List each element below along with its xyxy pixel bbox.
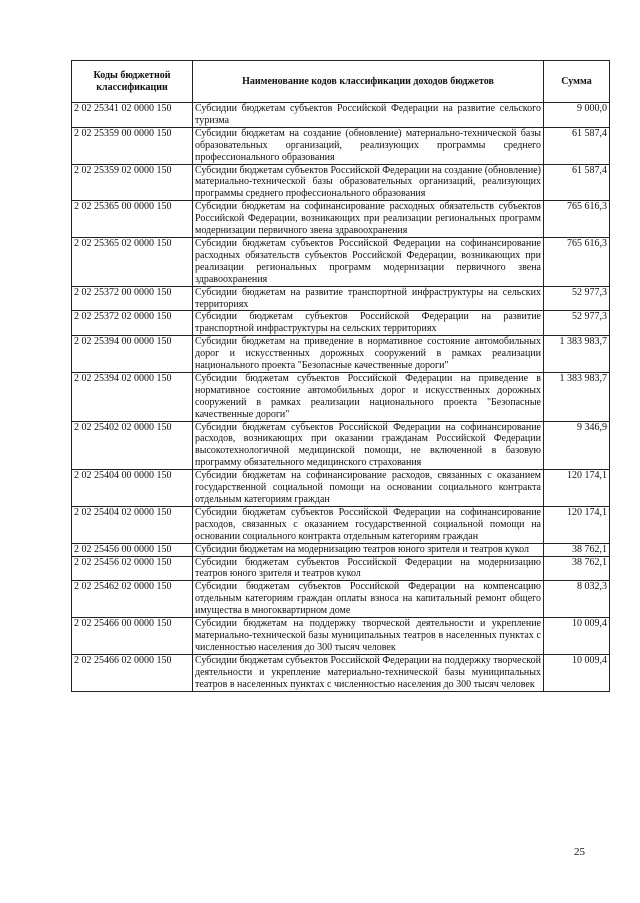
row-code: 2 02 25456 00 0000 150 xyxy=(72,543,193,556)
row-name: Субсидии бюджетам на приведение в нормативное состояние автомобильных дорог и искусственных дорожных сооружений в рамках реализации национального проекта "Безопасные качественные дороги" xyxy=(193,336,544,373)
table-row xyxy=(72,421,610,470)
row-name: Субсидии бюджетам на модернизацию театров юного зрителя и театров кукол xyxy=(193,543,544,556)
row-sum: 9 000,0 xyxy=(544,103,610,128)
table-row xyxy=(72,543,610,556)
row-code: 2 02 25372 00 0000 150 xyxy=(72,286,193,311)
table-row xyxy=(72,336,610,373)
row-name: Субсидии бюджетам субъектов Российской Федерации на софинансирование расходов, возникающих при оказании гражданам Российской Федерации высокотехнологичной медицинской помощи, не включенной в базовую программу обязательного медицинского страхования xyxy=(193,421,544,470)
row-sum: 765 616,3 xyxy=(544,237,610,286)
row-name: Субсидии бюджетам субъектов Российской Федерации на софинансирование расходов, связанных с оказанием государственной социальной помощи на основании социального контракта отдельным категориям граждан xyxy=(193,506,544,543)
table-row xyxy=(72,654,610,691)
row-code: 2 02 25359 00 0000 150 xyxy=(72,127,193,164)
row-name: Субсидии бюджетам на софинансирование расходов, связанных с оказанием государственной социальной помощи на основании социального контракта отдельным категориям граждан xyxy=(193,470,544,507)
row-sum: 10 009,4 xyxy=(544,618,610,655)
row-code: 2 02 25365 02 0000 150 xyxy=(72,237,193,286)
table-row xyxy=(72,286,610,311)
row-code: 2 02 25462 02 0000 150 xyxy=(72,581,193,618)
row-name: Субсидии бюджетам на поддержку творческой деятельности и укрепление материально-технической базы муниципальных театров в населенных пунктах с численностью населения до 300 тысяч человек xyxy=(193,618,544,655)
row-sum: 52 977,3 xyxy=(544,286,610,311)
row-name: Субсидии бюджетам субъектов Российской Федерации на компенсацию отдельным категориям граждан оплаты взноса на капитальный ремонт общего имущества в многоквартирном доме xyxy=(193,581,544,618)
row-sum: 52 977,3 xyxy=(544,311,610,336)
row-code: 2 02 25466 00 0000 150 xyxy=(72,618,193,655)
header-name: Наименование кодов классификации доходов бюджетов xyxy=(193,61,544,103)
row-sum: 10 009,4 xyxy=(544,654,610,691)
table-row xyxy=(72,506,610,543)
row-sum: 38 762,1 xyxy=(544,543,610,556)
table-header-row xyxy=(72,61,610,103)
row-sum: 1 383 983,7 xyxy=(544,372,610,421)
row-name: Субсидии бюджетам субъектов Российской Федерации на создание (обновление) материально-технической базы образовательных организаций, реализующих программы среднего профессионального образования xyxy=(193,164,544,201)
table-row xyxy=(72,556,610,581)
row-code: 2 02 25404 02 0000 150 xyxy=(72,506,193,543)
row-code: 2 02 25394 00 0000 150 xyxy=(72,336,193,373)
table-row xyxy=(72,103,610,128)
table-row xyxy=(72,127,610,164)
row-sum: 1 383 983,7 xyxy=(544,336,610,373)
header-code: Коды бюджетной классификации xyxy=(72,61,193,103)
table-row xyxy=(72,372,610,421)
row-code: 2 02 25359 02 0000 150 xyxy=(72,164,193,201)
row-code: 2 02 25365 00 0000 150 xyxy=(72,201,193,238)
row-sum: 8 032,3 xyxy=(544,581,610,618)
table-row xyxy=(72,618,610,655)
row-name: Субсидии бюджетам субъектов Российской Федерации на поддержку творческой деятельности и укрепление материально-технической базы муниципальных театров в населенных пунктах с численностью населения до 300 тысяч человек xyxy=(193,654,544,691)
row-sum: 9 346,9 xyxy=(544,421,610,470)
row-sum: 765 616,3 xyxy=(544,201,610,238)
row-code: 2 02 25402 02 0000 150 xyxy=(72,421,193,470)
row-sum: 120 174,1 xyxy=(544,506,610,543)
row-code: 2 02 25341 02 0000 150 xyxy=(72,103,193,128)
table-row xyxy=(72,311,610,336)
table-row xyxy=(72,237,610,286)
row-name: Субсидии бюджетам на развитие транспортной инфраструктуры на сельских территориях xyxy=(193,286,544,311)
table-row xyxy=(72,581,610,618)
page-number: 25 xyxy=(574,846,585,858)
row-name: Субсидии бюджетам субъектов Российской Федерации на приведение в нормативное состояние автомобильных дорог и искусственных дорожных сооружений в рамках реализации национального проекта "Безопасные качественные дороги" xyxy=(193,372,544,421)
row-name: Субсидии бюджетам субъектов Российской Федерации на софинансирование расходных обязательств субъектов Российской Федерации, возникающих при реализации региональных программ модернизации первичного звена здравоохранения xyxy=(193,237,544,286)
row-sum: 38 762,1 xyxy=(544,556,610,581)
row-name: Субсидии бюджетам субъектов Российской Федерации на развитие сельского туризма xyxy=(193,103,544,128)
row-sum: 120 174,1 xyxy=(544,470,610,507)
row-name: Субсидии бюджетам на софинансирование расходных обязательств субъектов Российской Федерации, возникающих при реализации региональных программ модернизации первичного звена здравоохранения xyxy=(193,201,544,238)
row-name: Субсидии бюджетам субъектов Российской Федерации на модернизацию театров юного зрителя и театров кукол xyxy=(193,556,544,581)
row-code: 2 02 25466 02 0000 150 xyxy=(72,654,193,691)
row-code: 2 02 25372 02 0000 150 xyxy=(72,311,193,336)
header-sum: Сумма xyxy=(544,61,610,103)
table-row xyxy=(72,470,610,507)
row-sum: 61 587,4 xyxy=(544,164,610,201)
row-code: 2 02 25404 00 0000 150 xyxy=(72,470,193,507)
budget-income-table xyxy=(71,60,610,692)
row-sum: 61 587,4 xyxy=(544,127,610,164)
table-row xyxy=(72,201,610,238)
row-code: 2 02 25394 02 0000 150 xyxy=(72,372,193,421)
row-name: Субсидии бюджетам субъектов Российской Федерации на развитие транспортной инфраструктуры на сельских территориях xyxy=(193,311,544,336)
table-row xyxy=(72,164,610,201)
row-code: 2 02 25456 02 0000 150 xyxy=(72,556,193,581)
row-name: Субсидии бюджетам на создание (обновление) материально-технической базы образовательных организаций, реализующих программы среднего профессионального образования xyxy=(193,127,544,164)
